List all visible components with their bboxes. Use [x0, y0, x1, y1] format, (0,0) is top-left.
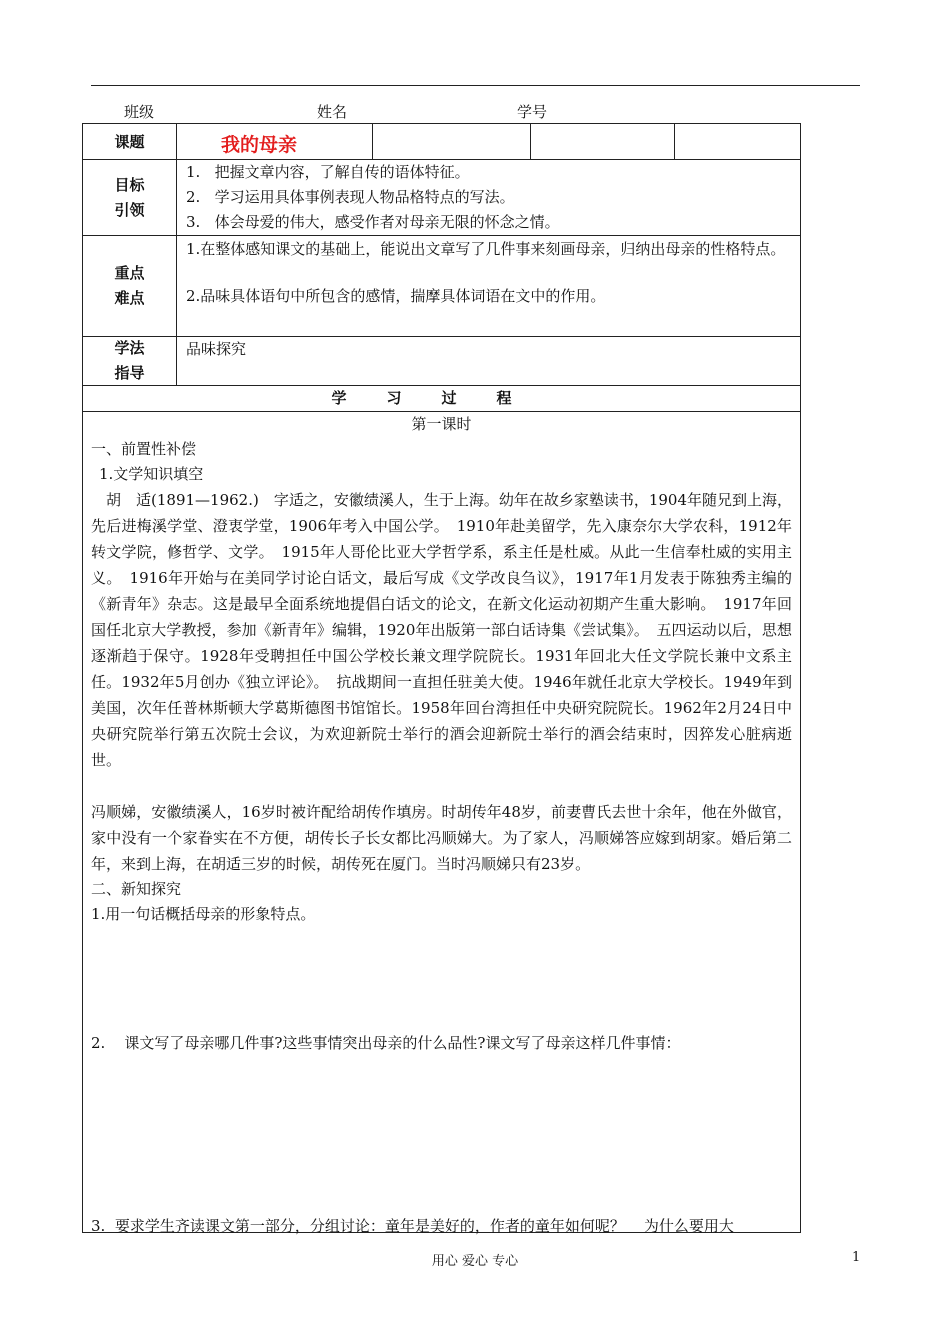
question-2: 2. 课文写了母亲哪几件事?这些事情突出母亲的什么品性?课文写了母亲这样几件事情：	[91, 1034, 681, 1052]
goal-item: 3. 体会母爱的伟大，感受作者对母亲无限的怀念之情。	[186, 213, 560, 231]
goals-label-line: 引领	[114, 201, 145, 219]
study-process-body	[91, 412, 792, 1239]
item-heading: 1.文学知识填空	[99, 465, 204, 483]
column-divider	[372, 124, 373, 159]
column-divider	[674, 124, 675, 159]
method-label	[83, 336, 176, 386]
key-point-item: 1.在整体感知课文的基础上，能说出文章写了几件事来刻画母亲，归纳出母亲的性格特点。	[186, 240, 786, 258]
key-points	[186, 237, 792, 309]
key-points-label-line: 重点	[114, 264, 145, 282]
topic-label: 课题	[114, 133, 145, 151]
key-points-label	[83, 261, 176, 311]
page-number: 1	[852, 1250, 861, 1265]
process-heading: 学习过程	[331, 389, 552, 407]
lesson-title: 我的母亲	[221, 134, 298, 156]
mother-bio: 冯顺娣，安徽绩溪人，16岁时被许配给胡传作填房。时胡传年48岁，前妻曹氏去世十余年，他在外做官，家中没有一个家眷实在不方便，胡传长子长女都比冯顺娣大。为了家人，冯顺娣答应嫁到胡家。婚后第二年，来到上海，在胡适三岁的时候，胡传死在厦门。当时冯顺娣只有23岁。	[91, 803, 792, 873]
row-divider	[83, 385, 800, 386]
question-1: 1.用一句话概括母亲的形象特点。	[91, 905, 316, 923]
lesson-plan-table	[82, 123, 801, 1233]
goals-label-line: 目标	[114, 176, 145, 194]
top-rule	[91, 85, 860, 86]
section-heading: 一、前置性补偿	[91, 440, 197, 458]
row-divider	[83, 235, 800, 236]
footer-slogan: 用心 爱心 专心	[431, 1254, 519, 1269]
goal-item: 2. 学习运用具体事例表现人物品格特点的写法。	[186, 188, 515, 206]
goal-item: 1. 把握文章内容，了解自传的语体特征。	[186, 163, 470, 181]
question-3: 3. 要求学生齐读课文第一部分，分组讨论：童年是美好的，作者的童年如何呢？ 为什么要用大	[91, 1217, 734, 1235]
author-bio: 胡 适(1891—1962.) 字适之，安徽绩溪人，生于上海。幼年在故乡家塾读书，1904年随兄到上海，先后进梅溪学堂、澄衷学堂，1906年考入中国公学。 1910年赴美留学，先入康奈尔大学农科，1912年转文学院，修哲学、文学。 1915年人哥伦比亚大学哲学系，系主任是杜威。从此一生信奉杜威的实用主义。 1916年开始与在美同学讨论白话文，最后写成《文学改良刍议》，1917年1月发表于陈独秀主编的《新青年》杂志。这是最早全面系统地提倡白话文的论文，在新文化运动初期产生重大影响。 1917年回国任北京大学教授，参加《新青年》编辑，1920年出版第一部白话诗集《尝试集》。 五四运动以后，思想逐渐趋于保守。1928年受聘担任中国公学校长兼文理学院院长。1931年回北大任文学院长兼中文系主任。1932年5月创办《独立评论》。 抗战期间一直担任驻美大使。1946年就任北京大学校长。1949年到美国，次年任普林斯顿大学葛斯德图书馆馆长。1958年回台湾担任中央研究院院长。1962年2月24日中央研究院举行第五次院士会议，为欢迎新院士举行的酒会迎新院士举行的酒会结束时，因猝发心脏病逝世。	[91, 491, 792, 769]
column-divider	[176, 124, 177, 385]
section-heading: 二、新知探究	[91, 880, 182, 898]
goals-label	[83, 173, 176, 223]
key-points-label-line: 难点	[114, 289, 145, 307]
method-value: 品味探究	[186, 340, 247, 358]
key-point-item: 2.品味具体语句中所包含的感情，揣摩具体词语在文中的作用。	[186, 287, 606, 305]
goals-list	[186, 160, 792, 235]
method-label-line: 指导	[114, 364, 145, 382]
column-divider	[530, 124, 531, 159]
method-label-line: 学法	[114, 339, 145, 357]
student-number-label: 学号	[517, 103, 548, 121]
class-label: 班级	[124, 103, 155, 121]
name-label: 姓名	[317, 103, 348, 121]
lesson-number: 第一课时	[411, 415, 472, 433]
